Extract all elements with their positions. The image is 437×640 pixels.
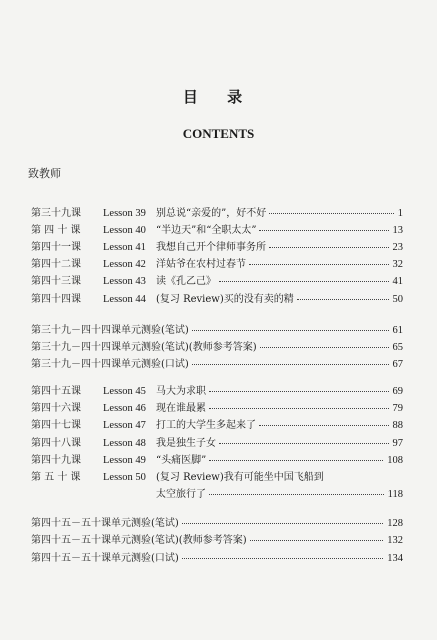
toc-entry[interactable] — [31, 323, 403, 339]
lesson-label: Lesson 46 — [103, 403, 146, 414]
lesson-number: 第四十六课 — [31, 403, 81, 414]
page-number: 79 — [392, 403, 403, 414]
dot-leader — [269, 247, 389, 248]
lesson-label: Lesson 50 — [103, 472, 146, 483]
lesson-title: 我想自己开个律师事务所 — [156, 242, 266, 253]
lesson-number: 第四十五课 — [31, 386, 81, 397]
page-number: 128 — [387, 518, 403, 529]
lesson-label: Lesson 44 — [103, 294, 146, 305]
preface-entry[interactable]: 致教师 — [28, 167, 61, 180]
page-number: 118 — [387, 489, 403, 500]
dot-leader — [249, 264, 389, 265]
page-number: 108 — [387, 455, 403, 466]
lesson-number: 第四十七课 — [31, 420, 81, 431]
dot-leader — [209, 408, 389, 409]
unit-test-title: 第三十九－四十四课单元测验(口试) — [31, 359, 189, 370]
toc-entry[interactable] — [31, 206, 403, 222]
page-number: 88 — [392, 420, 403, 431]
page-number: 32 — [392, 259, 403, 270]
page-number: 50 — [392, 294, 403, 305]
page-title: 目 录 — [182, 88, 255, 106]
dot-leader — [219, 281, 389, 282]
page-number: 61 — [392, 325, 403, 336]
unit-test-title: 第三十九－四十四课单元测验(笔试) — [31, 325, 189, 336]
dot-leader — [209, 460, 383, 461]
toc-entry[interactable] — [31, 357, 403, 373]
toc-entry[interactable] — [31, 340, 403, 356]
dot-leader — [259, 425, 389, 426]
lesson-title: “头痛医脚” — [156, 455, 207, 466]
toc-entry[interactable] — [31, 551, 403, 567]
lesson-title: (复习 Review)我有可能坐中国飞船到 — [156, 472, 324, 483]
lesson-title: 太空旅行了 — [156, 489, 206, 500]
toc-entry[interactable] — [31, 223, 403, 239]
dot-leader — [192, 364, 389, 365]
lesson-number: 第三十九课 — [31, 208, 81, 219]
lesson-label: Lesson 41 — [103, 242, 146, 253]
lesson-title: 洋姑爷在农村过春节 — [156, 259, 246, 270]
lesson-title: 现在谁最累 — [156, 403, 206, 414]
dot-leader — [219, 443, 389, 444]
dot-leader — [250, 540, 383, 541]
toc-entry[interactable] — [31, 470, 403, 486]
lesson-number: 第 五 十 课 — [31, 472, 81, 483]
toc-entry[interactable] — [31, 292, 403, 308]
page-subtitle: CONTENTS — [182, 126, 255, 141]
dot-leader — [269, 213, 394, 214]
dot-leader — [182, 523, 383, 524]
lesson-number: 第四十三课 — [31, 276, 81, 287]
lesson-title: “半边天”和“全职太太” — [156, 225, 257, 236]
dot-leader — [260, 347, 389, 348]
unit-test-title: 第四十五－五十课单元测验(口试) — [31, 553, 179, 564]
lesson-label: Lesson 49 — [103, 455, 146, 466]
lesson-number: 第四十四课 — [31, 294, 81, 305]
dot-leader — [209, 494, 384, 495]
page-number: 134 — [387, 553, 403, 564]
dot-leader — [182, 558, 383, 559]
toc-entry[interactable] — [31, 436, 403, 452]
lesson-label: Lesson 43 — [103, 276, 146, 287]
lesson-label: Lesson 45 — [103, 386, 146, 397]
toc-entry[interactable] — [31, 274, 403, 290]
lesson-label: Lesson 48 — [103, 438, 146, 449]
toc-entry[interactable] — [31, 257, 403, 273]
lesson-label: Lesson 40 — [103, 225, 146, 236]
page-number: 1 — [397, 208, 403, 219]
page-number: 97 — [392, 438, 403, 449]
lesson-number: 第四十一课 — [31, 242, 81, 253]
lesson-number: 第四十八课 — [31, 438, 81, 449]
toc-entry[interactable] — [31, 516, 403, 532]
lesson-title: 打工的大学生多起来了 — [156, 420, 256, 431]
unit-test-title: 第四十五－五十课单元测验(笔试)(教师参考答案) — [31, 535, 247, 546]
lesson-number: 第四十九课 — [31, 455, 81, 466]
page-number: 69 — [392, 386, 403, 397]
page-number: 41 — [392, 276, 403, 287]
toc-entry[interactable] — [31, 240, 403, 256]
page-number: 65 — [392, 342, 403, 353]
dot-leader — [209, 391, 389, 392]
lesson-title: (复习 Review)买的没有卖的精 — [156, 294, 294, 305]
unit-test-title: 第三十九－四十四课单元测验(笔试)(教师参考答案) — [31, 342, 257, 353]
lesson-number: 第四十二课 — [31, 259, 81, 270]
lesson-number: 第 四 十 课 — [31, 225, 81, 236]
toc-entry[interactable] — [31, 401, 403, 417]
dot-leader — [192, 330, 389, 331]
lesson-label: Lesson 47 — [103, 420, 146, 431]
page-number: 13 — [392, 225, 403, 236]
dot-leader — [259, 230, 389, 231]
lesson-title: 读《孔乙己》 — [156, 276, 216, 287]
lesson-title: 我是独生子女 — [156, 438, 216, 449]
lesson-label: Lesson 39 — [103, 208, 146, 219]
toc-entry[interactable] — [31, 533, 403, 549]
page-number: 67 — [392, 359, 403, 370]
page-number: 132 — [387, 535, 403, 546]
toc-entry[interactable] — [31, 453, 403, 469]
dot-leader — [297, 299, 389, 300]
page-number: 23 — [392, 242, 403, 253]
toc-entry[interactable] — [31, 418, 403, 434]
lesson-title: 马大为求职 — [156, 386, 206, 397]
toc-entry[interactable] — [156, 487, 403, 503]
unit-test-title: 第四十五－五十课单元测验(笔试) — [31, 518, 179, 529]
lesson-title: 别总说“亲爱的”，好不好 — [156, 208, 267, 219]
toc-entry[interactable] — [31, 384, 403, 400]
lesson-label: Lesson 42 — [103, 259, 146, 270]
